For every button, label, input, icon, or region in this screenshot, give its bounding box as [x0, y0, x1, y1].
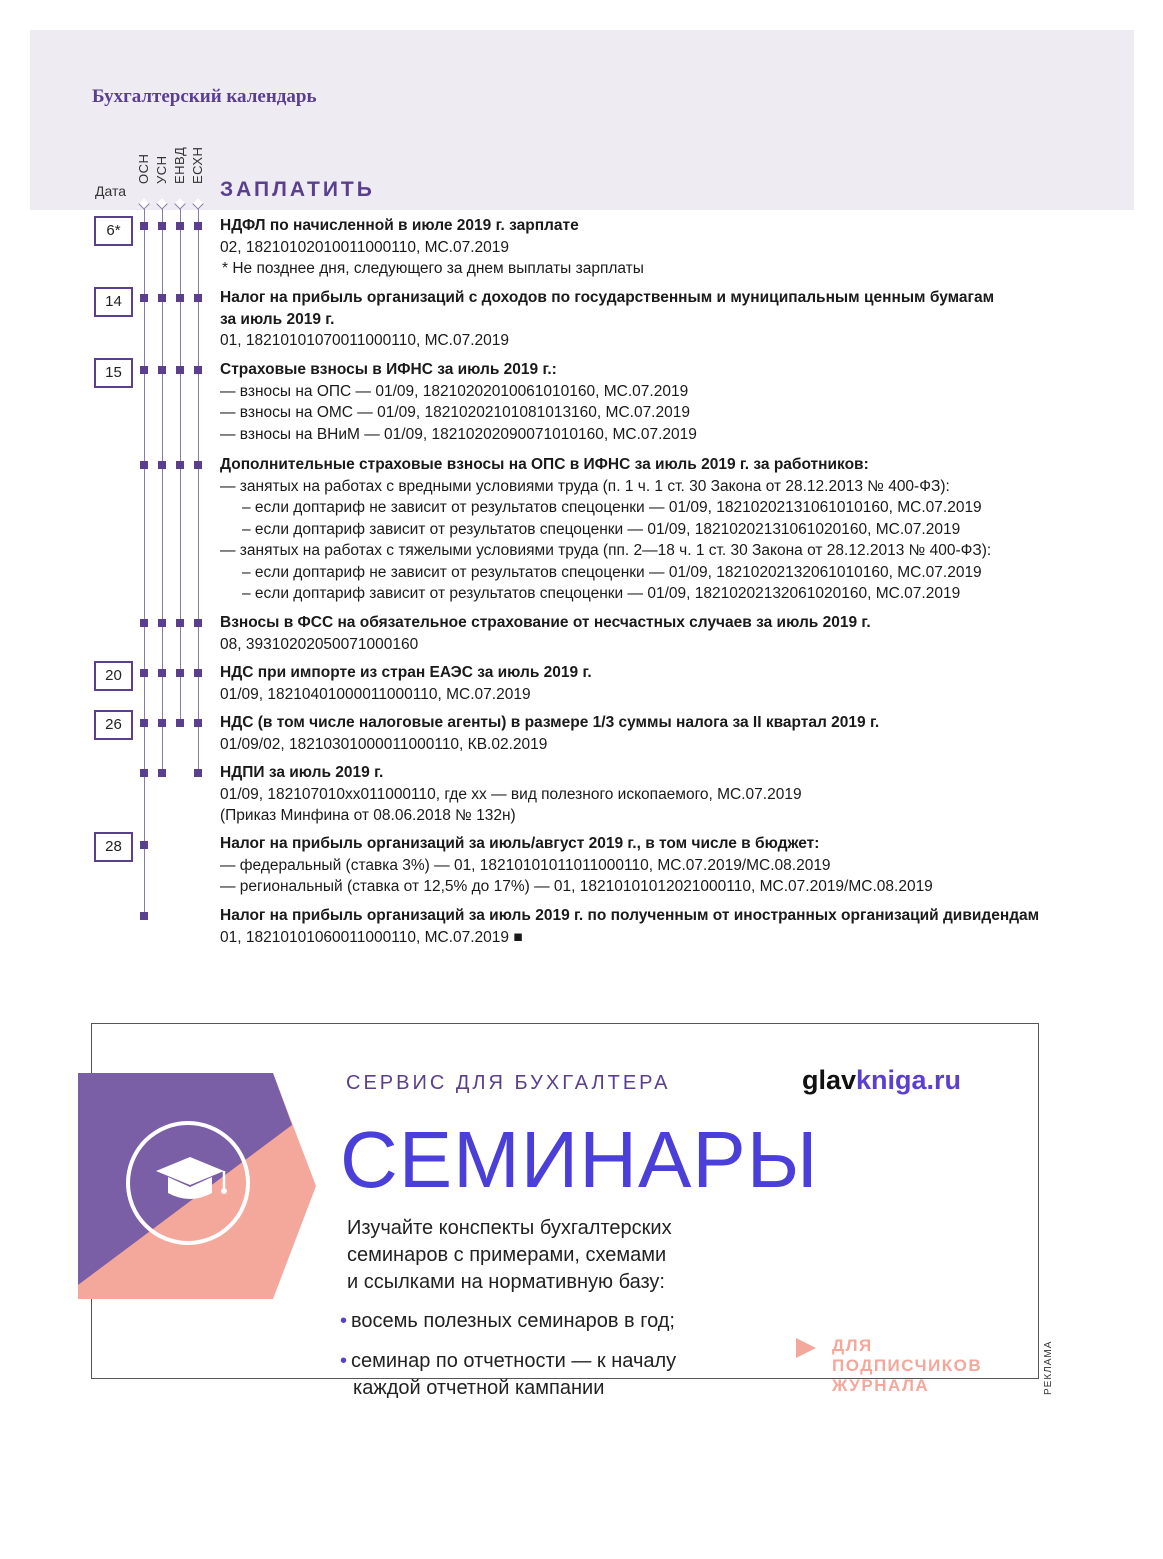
regime-dot — [176, 669, 184, 677]
regime-dot — [176, 222, 184, 230]
regime-dot — [158, 669, 166, 677]
regime-usn-header: УСН — [154, 155, 169, 184]
regime-dot — [176, 719, 184, 727]
entry-line: — взносы на ВНиМ — 01/09, 18210202090071010160, МС.07.2019 — [220, 425, 697, 443]
entry-title: Страховые взносы в ИФНС за июль 2019 г.: — [220, 361, 557, 378]
regime-dot — [140, 912, 148, 920]
regime-dot — [158, 366, 166, 374]
regime-dot — [140, 619, 148, 627]
ad-bullet-item: • восемь полезных семинаров в год; — [340, 1310, 675, 1332]
regime-dot — [176, 294, 184, 302]
play-arrow-icon — [796, 1338, 816, 1358]
logo-part-b: kniga.ru — [856, 1065, 962, 1095]
glavkniga-logo[interactable] — [802, 1065, 961, 1096]
ad-text-line: Изучайте конспекты бухгалтерских — [347, 1217, 672, 1239]
entry-line: 01, 18210101070011000110, МС.07.2019 — [220, 332, 510, 349]
usn-guide-line — [162, 204, 163, 774]
date-box: 14 — [94, 287, 133, 317]
entry-title: НДС при импорте из стран ЕАЭС за июль 2019 г. — [220, 664, 592, 681]
regime-dot — [140, 222, 148, 230]
regime-dot — [194, 619, 202, 627]
regime-dot — [140, 841, 148, 849]
entry-fss — [220, 612, 871, 655]
date-box: 20 — [94, 661, 133, 691]
regime-dot — [194, 669, 202, 677]
entry-line: (Приказ Минфина от 08.06.2018 № 132н) — [220, 807, 516, 824]
regime-dot — [140, 366, 148, 374]
entry-line: 08, 39310202050071000160 — [220, 635, 419, 653]
date-box: 28 — [94, 832, 133, 862]
ad-text-line: и ссылками на нормативную базу: — [347, 1271, 665, 1293]
entry-ndfl — [220, 215, 644, 280]
ad-headline: СЕМИНАРЫ — [340, 1115, 819, 1204]
entry-line: — взносы на ОПС — 01/09, 18210202010061010160, МС.07.2019 — [220, 382, 689, 400]
regime-dot — [140, 294, 148, 302]
entry-ndpi — [220, 762, 802, 827]
entry-insurance — [220, 359, 697, 445]
regime-dot — [176, 619, 184, 627]
regime-osn-header: ОСН — [136, 153, 151, 184]
regime-dot — [140, 719, 148, 727]
osn-guide-line — [144, 204, 145, 918]
entry-vat-quarter — [220, 712, 879, 755]
regime-dot — [158, 461, 166, 469]
advertising-mark: РЕКЛАМА — [1043, 1340, 1054, 1395]
regime-dot — [140, 461, 148, 469]
entry-title: Дополнительные страховые взносы на ОПС в ИФНС за июль 2019 г. за работников: — [220, 456, 869, 473]
entry-title: Налог на прибыль организаций за июль 2019 г. по полученным от иностранных организаций дивидендам — [220, 907, 1040, 924]
entry-title: НДФЛ по начисленной в июле 2019 г. зарплате — [220, 217, 579, 234]
regime-dot — [158, 769, 166, 777]
date-box: 15 — [94, 358, 133, 388]
entry-profit-budget — [220, 833, 933, 898]
entry-profit-dividends — [220, 905, 1039, 948]
entry-title: НДПИ за июль 2019 г. — [220, 764, 384, 781]
ad-service-label: СЕРВИС ДЛЯ БУХГАЛТЕРА — [346, 1072, 671, 1094]
regime-dot — [176, 461, 184, 469]
entry-line: — занятых на работах с вредными условиями труда (п. 1 ч. 1 ст. 30 Закона от 28.12.2013 № 400-ФЗ): — [220, 477, 950, 495]
date-box: 6* — [94, 216, 133, 246]
entry-line: 01/09, 18210401000011000110, МС.07.2019 — [220, 685, 531, 703]
date-column-header: Дата — [95, 183, 127, 199]
ad-bullet-item: • семинар по отчетности — к началу каждой отчетной кампании — [340, 1350, 677, 1399]
entry-title-cont: за июль 2019 г. — [220, 310, 335, 328]
entry-title: Налог на прибыль организаций за июль/август 2019 г., в том числе в бюджет: — [220, 835, 820, 852]
entry-subline: – если доптариф зависит от результатов спецоценки — 01/09, 18210202131061020160, МС.07.2019 — [242, 520, 961, 538]
regime-dot — [140, 769, 148, 777]
regime-dot — [194, 719, 202, 727]
entry-line: — занятых на работах с тяжелыми условиями труда (пп. 2—18 ч. 1 ст. 30 Закона от 28.12.2013 № 400-ФЗ): — [220, 542, 992, 559]
entry-line: — федеральный (ставка 3%) — 01, 18210101011011000110, МС.07.2019/МС.08.2019 — [220, 856, 831, 874]
date-box: 26 — [94, 710, 133, 740]
entry-title: НДС (в том числе налоговые агенты) в размере 1/3 суммы налога за II квартал 2019 г. — [220, 714, 880, 731]
entry-line: 01/09, 182107010xx011000110, где хх — вид полезного ископаемого, МС.07.2019 — [220, 785, 802, 803]
entry-vat-import — [220, 662, 592, 705]
entry-subline: – если доптариф не зависит от результатов спецоценки — 01/09, 18210202131061010160, МС.07.2019 — [242, 499, 982, 516]
entry-subline: – если доптариф зависит от результатов спецоценки — 01/09, 18210202132061020160, МС.07.2019 — [242, 585, 961, 602]
regime-dot — [194, 294, 202, 302]
entry-title: Взносы в ФСС на обязательное страхование от несчастных случаев за июль 2019 г. — [220, 614, 871, 631]
entry-line: — региональный (ставка от 12,5% до 17%) — 01, 18210101012021000110, МС.07.2019/МС.08.2019 — [220, 878, 933, 895]
regime-envd-header: ЕНВД — [172, 146, 187, 184]
entry-title: Налог на прибыль организаций с доходов по государственным и муниципальным ценным бумагам — [220, 289, 995, 306]
regime-dot — [158, 719, 166, 727]
ad-subscribers-note: ДЛЯ ПОДПИСЧИКОВ ЖУРНАЛА — [832, 1336, 983, 1395]
entry-line: 02, 18210102010011000110, МС.07.2019 — [220, 238, 510, 256]
logo-part-a: glav — [802, 1065, 857, 1095]
pay-title: ЗАПЛАТИТЬ — [220, 178, 375, 201]
regime-dot — [176, 366, 184, 374]
eshn-guide-line — [198, 204, 199, 774]
regime-dot — [158, 619, 166, 627]
regime-dot — [194, 769, 202, 777]
graduation-cap-icon — [78, 1073, 318, 1299]
regime-dot — [158, 294, 166, 302]
entry-line: 01, 18210101060011000110, МС.07.2019 ■ — [220, 928, 523, 946]
entry-profit-securities — [220, 287, 994, 352]
regime-dot — [194, 222, 202, 230]
section-title: Бухгалтерский календарь — [92, 86, 317, 107]
regime-eshn-header: ЕСХН — [190, 146, 205, 184]
entry-line: 01/09/02, 18210301000011000110, КВ.02.2019 — [220, 735, 548, 753]
regime-dot — [194, 366, 202, 374]
entry-note: * Не позднее дня, следующего за днем выплаты зарплаты — [222, 260, 644, 277]
entry-line: — взносы на ОМС — 01/09, 18210202101081013160, МС.07.2019 — [220, 404, 690, 421]
regime-dot — [194, 461, 202, 469]
entry-subline: – если доптариф не зависит от результатов спецоценки — 01/09, 18210202132061010160, МС.07.2019 — [242, 563, 982, 581]
ad-text-line: семинаров с примерами, схемами — [347, 1244, 667, 1266]
regime-dot — [140, 669, 148, 677]
entry-additional-ops — [220, 454, 991, 605]
ad-description — [347, 1215, 672, 1296]
regime-dot — [158, 222, 166, 230]
